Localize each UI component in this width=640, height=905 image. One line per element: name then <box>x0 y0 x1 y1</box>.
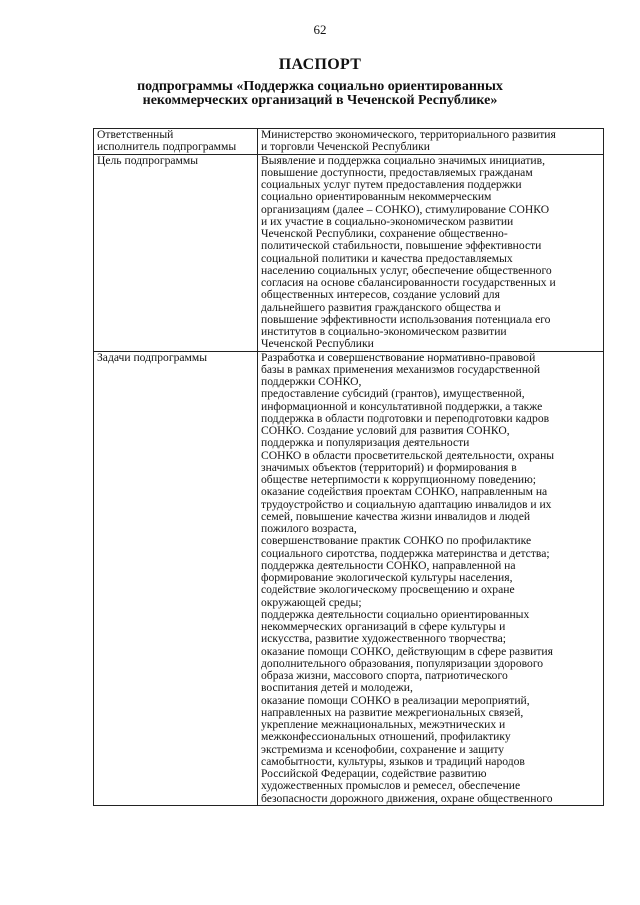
row-value-line: информационной и консультативной поддержки, а также <box>261 399 543 413</box>
subtitle-line: подпрограммы «Поддержка социально ориентированных <box>137 79 503 94</box>
row-value-line: повышение доступности, предоставляемых гражданам <box>261 165 533 179</box>
row-value-line: укрепление межнациональных, межэтнических и <box>261 718 506 731</box>
row-value-line: совершенствование практик СОНКО по профилактике <box>261 534 532 548</box>
row-value-line: базы в рамках применения механизмов государственной <box>261 362 541 376</box>
row-value-line: пожилого возраста, <box>261 522 357 535</box>
row-value-line: Министерство экономического, территориального развития <box>261 128 556 141</box>
row-value-line: институтов в социально-экономическом развитии <box>261 325 507 338</box>
row-label-cell <box>94 154 258 351</box>
passport-table-body <box>94 129 604 806</box>
row-value-line: согласия на основе сбалансированности государственных и <box>261 276 556 289</box>
row-value-line: семей, повышение качества жизни инвалидов и людей <box>261 509 531 523</box>
row-value-line: Российской Федерации, содействие развитию <box>261 767 487 780</box>
row-value-line: безопасности дорожного движения, охране общественного <box>261 791 553 805</box>
row-value-line: Разработка и совершенствование нормативно-правовой <box>261 350 536 364</box>
row-value-line: социального сиротства, поддержка материнства и детства; <box>261 546 550 560</box>
row-value-line: воспитания детей и молодежи, <box>261 681 413 695</box>
row-value-line: экстремизма и ксенофобии, сохранение и защиту <box>261 742 505 756</box>
row-value-line: повышение эффективности использования потенциала его <box>261 312 551 326</box>
row-value-line: и их участие в социально-экономическом развитии <box>261 214 514 228</box>
row-value-line: поддержка деятельности СОНКО, направленной на <box>261 558 516 572</box>
row-value-line: художественных промыслов и ремесел, обеспечение <box>261 779 521 793</box>
row-value-line: поддержки СОНКО, <box>261 375 362 388</box>
row-value-line: социальных услуг путем предоставления поддержки <box>261 178 522 191</box>
row-value-line: поддержка деятельности социально ориентированных <box>261 607 530 621</box>
row-label-line: исполнитель подпрограммы <box>97 140 237 154</box>
row-value-line: предоставление субсидий (грантов), имущественной, <box>261 387 525 401</box>
row-label-line: Ответственный <box>97 128 174 141</box>
page-number: 62 <box>313 22 327 37</box>
row-value-line: социально ориентированным некоммерческим <box>261 190 492 204</box>
row-value-line: содействие экологическому просвещению и охране <box>261 583 515 597</box>
document-subtitle <box>100 80 540 108</box>
row-value-line: самобытности, культуры, языков и традиций народов <box>261 754 525 768</box>
row-value-line: оказание помощи СОНКО в реализации мероприятий, <box>261 693 530 707</box>
passport-table <box>93 128 604 806</box>
row-value-line: трудоустройство и социальную адаптацию инвалидов и их <box>261 497 552 511</box>
subtitle-line: некоммерческих организаций в Чеченской Республике» <box>142 93 498 108</box>
row-label-cell <box>94 129 258 155</box>
row-value-line: населению социальных услуг, обеспечение общественного <box>261 263 552 277</box>
row-subprogram-goal <box>94 154 604 351</box>
row-value-line: искусства, развитие художественного творчества; <box>261 632 506 646</box>
row-value-line: значимых объектов (территорий) и формирования в <box>261 460 517 474</box>
row-responsible-executor <box>94 129 604 155</box>
document-title: ПАСПОРТ <box>278 56 362 73</box>
row-value-line: оказание содействия проектам СОНКО, направленным на <box>261 485 548 499</box>
row-value-cell <box>258 351 604 805</box>
row-label-cell <box>94 351 258 805</box>
row-value-line: поддержка и популяризация деятельности <box>261 436 470 450</box>
row-value-line: обществе нетерпимости к коррупционному поведению; <box>261 473 537 486</box>
row-value-line: поддержка в области подготовки и переподготовки кадров <box>261 411 550 425</box>
row-value-line: политической стабильности, повышение эффективности <box>261 239 542 253</box>
row-value-line: межконфессиональных отношений, профилактику <box>261 730 511 744</box>
row-value-line: СОНКО в области просветительской деятельности, охраны <box>261 448 555 462</box>
row-value-line: оказание помощи СОНКО, действующим в сфере развития <box>261 644 553 658</box>
row-value-cell <box>258 154 604 351</box>
row-label-line: Цель подпрограммы <box>97 153 199 167</box>
row-value-line: Чеченской Республики <box>261 337 374 351</box>
row-value-line: Выявление и поддержка социально значимых инициатив, <box>261 153 545 167</box>
row-value-line: организациям (далее – СОНКО), стимулирование СОНКО <box>261 202 550 216</box>
row-value-line: и торговли Чеченской Республики <box>261 140 430 154</box>
row-value-line: социальной политики и качества предоставляемых <box>261 251 513 265</box>
row-value-line: образа жизни, массового спорта, патриотического <box>261 669 508 682</box>
row-value-line: дополнительного образования, популяризации здорового <box>261 656 544 670</box>
row-value-line: СОНКО. Создание условий для развития СОНКО, <box>261 424 510 437</box>
row-value-cell <box>258 129 604 155</box>
row-subprogram-tasks <box>94 351 604 805</box>
row-value-line: направленных на развитие межрегиональных связей, <box>261 705 524 719</box>
row-value-line: формирование экологической культуры населения, <box>261 571 513 584</box>
row-value-line: некоммерческих организаций в сфере культуры и <box>261 620 506 633</box>
row-value-line: окружающей среды; <box>261 595 362 609</box>
row-value-line: общественных интересов, создание условий для <box>261 288 500 302</box>
row-label-line: Задачи подпрограммы <box>97 350 207 364</box>
row-value-line: дальнейшего развития гражданского общества и <box>261 300 501 314</box>
row-value-line: Чеченской Республики, сохранение общественно- <box>261 227 508 240</box>
